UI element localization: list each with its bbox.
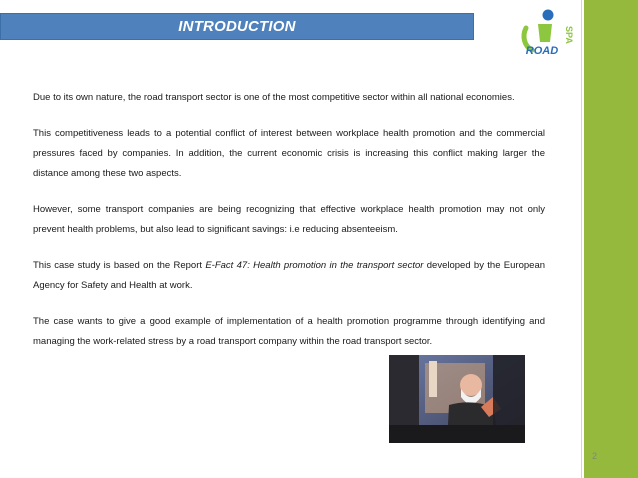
logo-road-text: ROAD [525, 45, 559, 57]
truck-driver-photo [389, 355, 525, 443]
paragraph-4-after: developed by the European Agency for Safety and Health at work. [33, 260, 546, 291]
mirror-icon [429, 361, 437, 397]
page-number: 2 [592, 451, 598, 461]
green-sidebar [584, 0, 638, 478]
title-bar [0, 13, 474, 40]
sidebar-divider [581, 0, 582, 478]
slide-title: INTRODUCTION [178, 18, 296, 35]
paragraph-4-before: This case study is based on the Report [33, 260, 206, 271]
logo-spa-text: SPA [564, 26, 574, 44]
paragraph-2: This competitiveness leads to a potential conflict of interest between workplace health promotion and the commercial pressures faced by companies. In addition, the current economic crisis is increasing this conflict making larger the distance among these two aspects. [33, 128, 545, 179]
road-spa-logo [512, 6, 574, 58]
body-text [33, 88, 545, 352]
paragraph-5: The case wants to give a good example of implementation of a health promotion programme through identifying and managing the work-related stress by a road transport company within the road transport sector. [33, 316, 545, 347]
logo-body-icon [538, 24, 552, 42]
paragraph-1: Due to its own nature, the road transport sector is one of the most competitive sector within all national economies. [33, 92, 515, 103]
report-title: E-Fact 47: Health promotion in the transport sector [205, 260, 424, 271]
paragraph-4 [33, 256, 545, 296]
logo-head-icon [543, 10, 554, 21]
paragraph-3: However, some transport companies are being recognizing that effective workplace health promotion may not only prevent health problems, but also lead to significant savings: i.e reducing absenteeism. [33, 204, 545, 235]
truck-door [389, 425, 525, 443]
